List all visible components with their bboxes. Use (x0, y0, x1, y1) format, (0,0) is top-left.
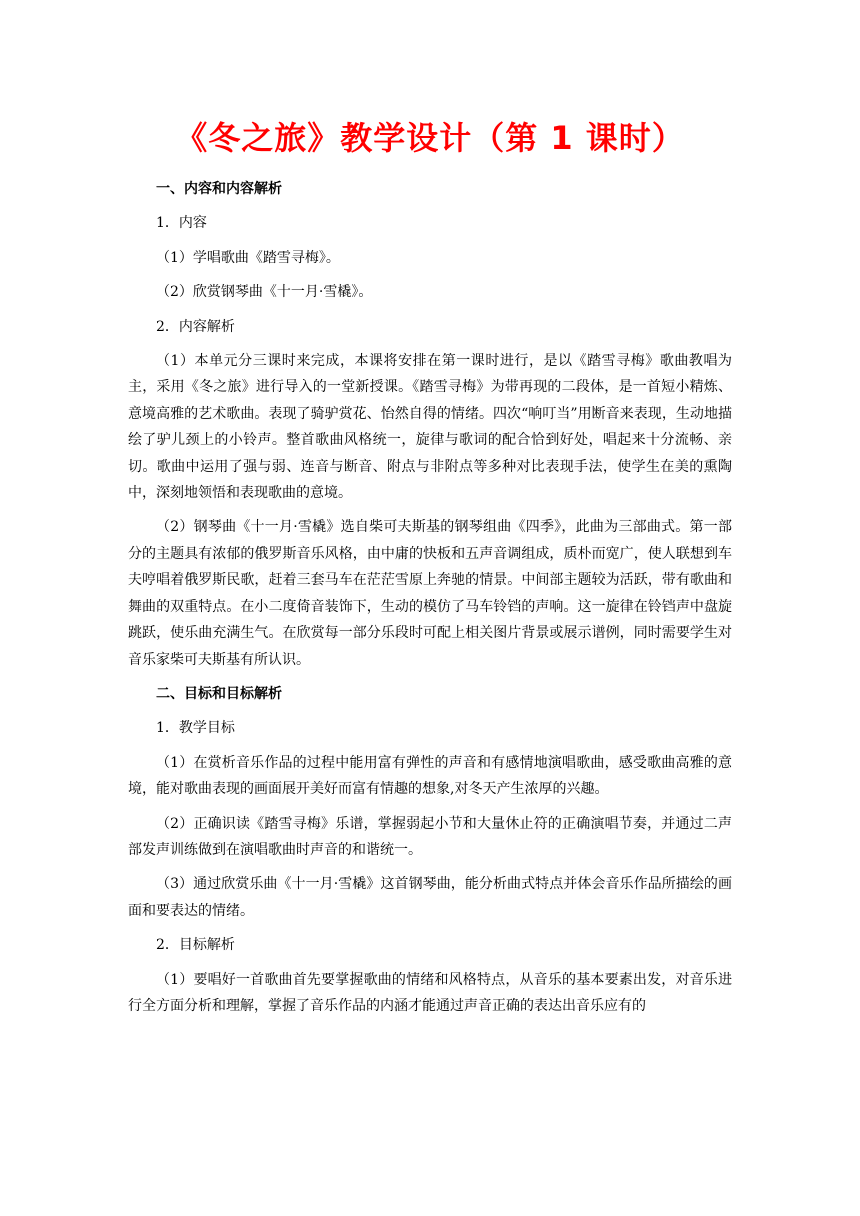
subheading-content-analysis: 2．内容解析 (156, 318, 235, 335)
content-item-1: （1）学唱歌曲《踏雪寻梅》。 (156, 249, 340, 266)
goal-paragraph-3: （3）通过欣赏乐曲《十一月·雪橇》这首钢琴曲，能分析曲式特点并体会音乐作品所描绘的画面和要表达的情绪。 (128, 876, 732, 919)
analysis-paragraph-1: （1）本单元分三课时来完成，本课将安排在第一课时进行，是以《踏雪寻梅》歌曲教唱为主，采用《冬之旅》进行导入的一堂新授课。《踏雪寻梅》为带再现的二段体，是一首短小精炼、意境高雅的艺术歌曲。表现了骑驴赏花、怡然自得的情绪。四次“响叮当”用断音来表现，生动地描绘了驴儿颈上的小铃声。整首歌曲风格统一，旋律与歌词的配合恰到好处，唱起来十分流畅、亲切。歌曲中运用了强与弱、连音与断音、附点与非附点等多种对比表现手法，使学生在美的熏陶中，深刻地领悟和表现歌曲的意境。 (128, 353, 732, 502)
section-heading-1: 一、内容和内容解析 (156, 181, 282, 197)
analysis-paragraph-2: （2）钢琴曲《十一月·雪橇》选自柴可夫斯基的钢琴组曲《四季》，此曲为三部曲式。第一部分的主题具有浓郁的俄罗斯音乐风格，由中庸的快板和五声音调组成，质朴而宽广，使人联想到车夫哼唱着俄罗斯民歌，赶着三套马车在茫茫雪原上奔驰的情景。中间部主题较为活跃，带有歌曲和舞曲的双重特点。在小二度倚音装饰下，生动的模仿了马车铃铛的声响。这一旋律在铃铛声中盘旋跳跃，使乐曲充满生气。在欣赏每一部分乐段时可配上相关图片背景或展示谱例，同时需要学生对音乐家柴可夫斯基有所认识。 (128, 519, 732, 668)
subheading-content: 1．内容 (156, 215, 207, 232)
document-body (128, 176, 732, 1027)
goal-analysis-paragraph-1: （1）要唱好一首歌曲首先要掌握歌曲的情绪和风格特点，从音乐的基本要素出发，对音乐进行全方面分析和理解，掌握了音乐作品的内涵才能通过声音正确的表达出音乐应有的 (128, 971, 732, 1014)
goal-paragraph-1: （1）在赏析音乐作品的过程中能用富有弹性的声音和有感情地演唱歌曲，感受歌曲高雅的意境，能对歌曲表现的画面展开美好而富有情趣的想象,对冬天产生浓厚的兴趣。 (128, 754, 732, 798)
content-item-2: （2）欣赏钢琴曲《十一月·雪橇》。 (156, 284, 373, 301)
section-heading-2: 二、目标和目标解析 (156, 685, 282, 702)
goal-paragraph-2: （2）正确识读《踏雪寻梅》乐谱，掌握弱起小节和大量休止符的正确演唱节奏，并通过二声部发声训练做到在演唱歌曲时声音的和谐统一。 (128, 815, 732, 858)
subheading-goal-analysis: 2．目标解析 (156, 937, 235, 954)
document-title: 《冬之旅》教学设计（第 1 课时） (175, 119, 685, 157)
subheading-teaching-goals: 1．教学目标 (156, 720, 235, 737)
